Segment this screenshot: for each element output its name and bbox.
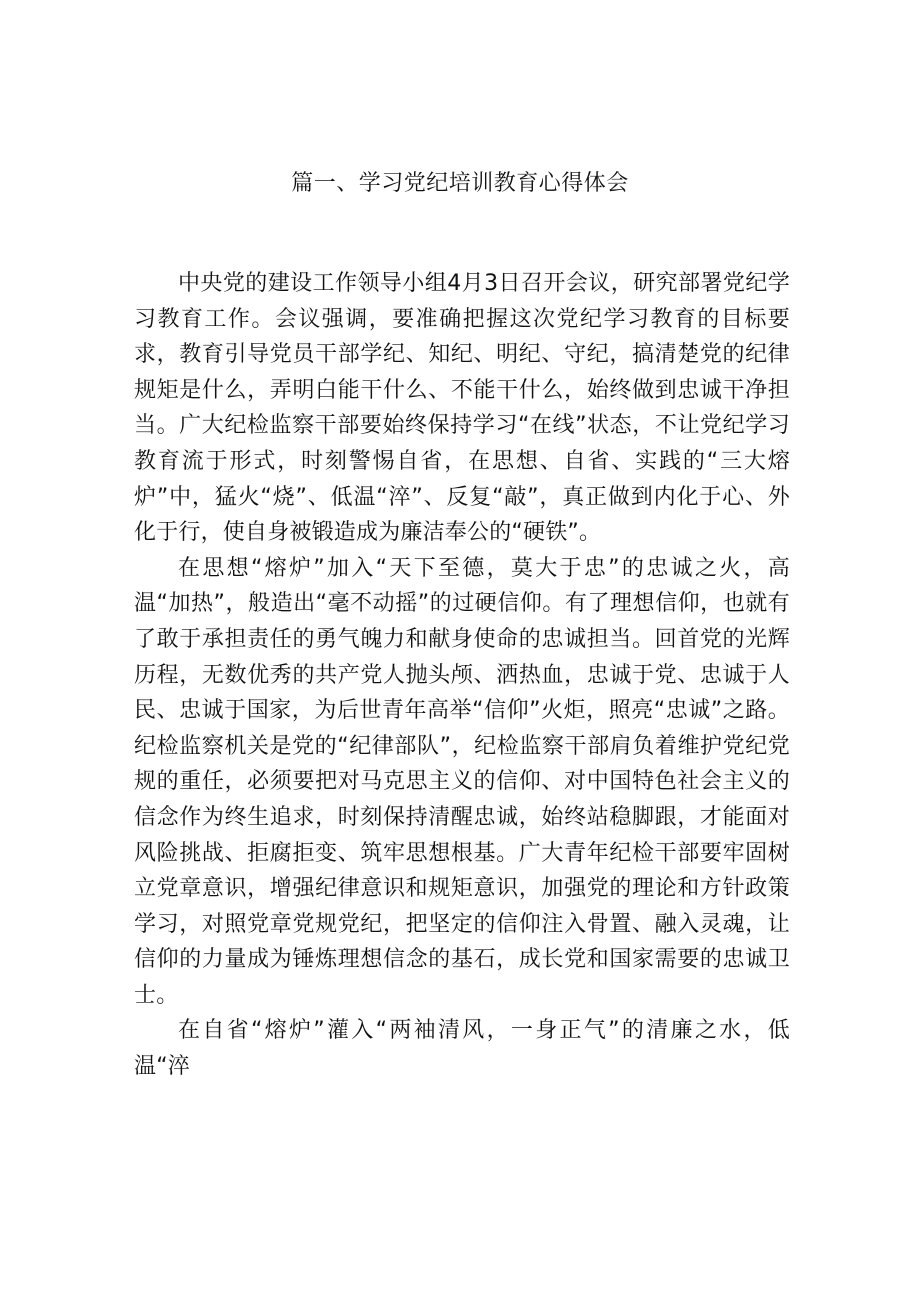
paragraph-1: 中央党的建设工作领导小组4月3日召开会议，研究部署党纪学习教育工作。会议强调，要准确把握这次党纪学习教育的目标要求，教育引导党员干部学纪、知纪、明纪、守纪，搞清楚党的纪律规矩是什么，弄明白能干什么、不能干什么，始终做到忠诚干净担当。广大纪检监察干部要始终保持学习“在线”状态，不让党纪学习教育流于形式，时刻警惕自省，在思想、自省、实践的“三大熔炉”中，猛火“烧”、低温“淬”、反复“敲”，真正做到内化于心、外化于行，使自身被锻造成为廉洁奉公的“硬铁”。 <box>134 271 790 546</box>
document-title: 篇一、学习党纪培训教育心得体会 <box>291 171 629 196</box>
document-body <box>134 266 790 1085</box>
paragraph-2: 在思想“熔炉”加入“天下至德，莫大于忠”的忠诚之火，高温“加热”，般造出“毫不动摇”的过硬信仰。有了理想信仰，也就有了敢于承担责任的勇气魄力和献身使命的忠诚担当。回首党的光辉历程，无数优秀的共产党人抛头颅、洒热血，忠诚于党、忠诚于人民、忠诚于国家，为后世青年高举“信仰”火炬，照亮“忠诚”之路。纪检监察机关是党的“纪律部队”，纪检监察干部肩负着维护党纪党规的重任，必须要把对马克思主义的信仰、对中国特色社会主义的信念作为终生追求，时刻保持清醒忠诚，始终站稳脚跟，才能面对风险挑战、拒腐拒变、筑牢思想根基。广大青年纪检干部要牢固树立党章意识，增强纪律意识和规矩意识，加强党的理论和方针政策学习，对照党章党规党纪，把坚定的信仰注入骨置、融入灵魂，让信仰的力量成为锤炼理想信念的基石，成长党和国家需要的忠诚卫士。 <box>134 555 790 1008</box>
paragraph-3: 在自省“熔炉”灌入“两袖清风，一身正气”的清廉之水，低温“淬 <box>134 1018 790 1080</box>
